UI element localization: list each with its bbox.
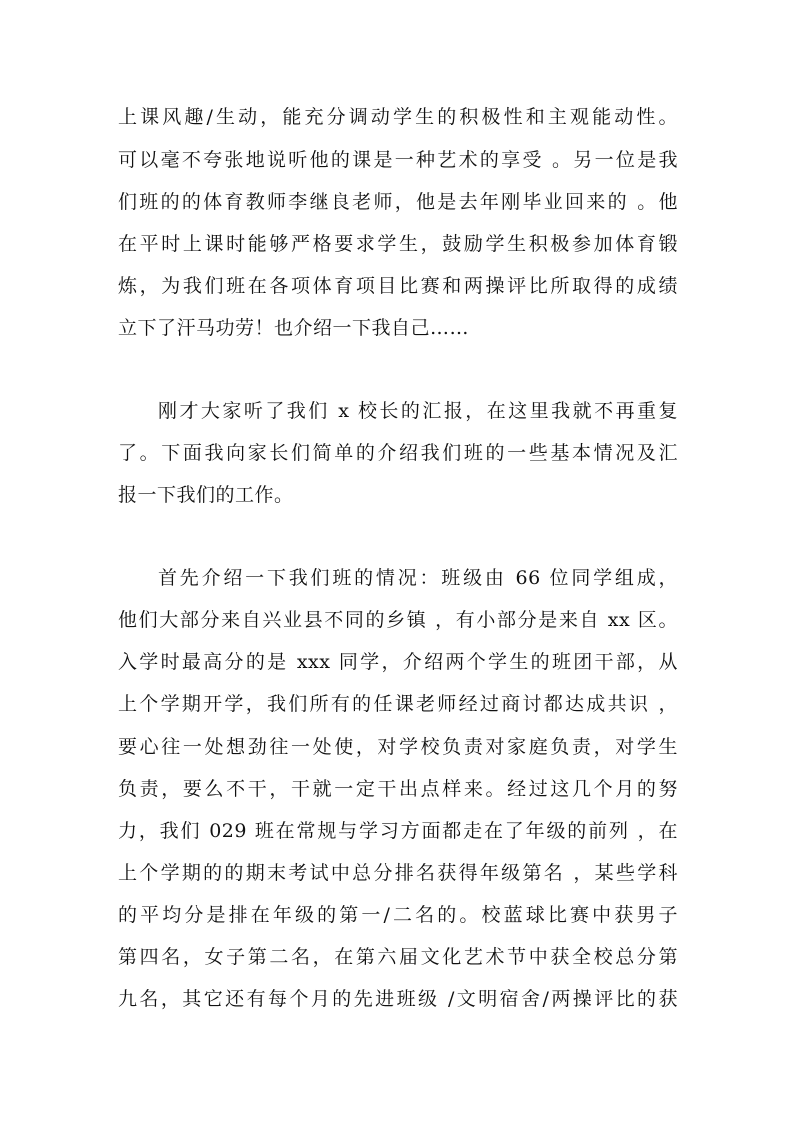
text-line: 第四名，女子第二名，在第六届文化艺术节中获全校总分第 bbox=[118, 946, 678, 968]
text-line: 们班的的体育教师李继良老师，他是去年刚毕业回来的 。他 bbox=[118, 191, 678, 213]
text-line: 的平均分是排在年级的第一/二名的。校蓝球比赛中获男子 bbox=[118, 904, 678, 926]
text-line: 要心往一处想劲往一处使，对学校负责对家庭负责，对学生 bbox=[118, 736, 678, 758]
text-line: 上个学期开学，我们所有的任课老师经过商讨都达成共识 ， bbox=[118, 693, 678, 715]
text-line: 在平时上课时能够严格要求学生，鼓励学生积极参加体育锻 bbox=[118, 233, 678, 255]
text-line: 可以毫不夸张地说听他的课是一种艺术的享受 。另一位是我 bbox=[118, 149, 678, 171]
text-line: 上课风趣/生动，能充分调动学生的积极性和主观能动性。 bbox=[118, 106, 678, 128]
text-line: 了。下面我向家长们简单的介绍我们班的一些基本情况及汇 bbox=[118, 442, 678, 464]
text-line: 刚才大家听了我们 x 校长的汇报，在这里我就不再重复 bbox=[158, 400, 678, 422]
text-line: 他们大部分来自兴业县不同的乡镇 ，有小部分是来自 xx 区。 bbox=[118, 609, 678, 631]
text-line: 入学时最高分的是 xxx 同学，介绍两个学生的班团干部，从 bbox=[118, 651, 678, 673]
text-line: 九名，其它还有每个月的先进班级 /文明宿舍/两操评比的获 bbox=[118, 988, 678, 1010]
text-line: 报一下我们的工作。 bbox=[118, 484, 294, 506]
text-line: 负责，要么不干，干就一定干出点样来。经过这几个月的努 bbox=[118, 778, 678, 800]
text-line: 炼，为我们班在各项体育项目比赛和两操评比所取得的成绩 bbox=[118, 275, 678, 297]
text-line: 立下了汗马功劳！也介绍一下我自己…… bbox=[118, 317, 470, 339]
text-line: 上个学期的的期末考试中总分排名获得年级第名 ，某些学科 bbox=[118, 862, 678, 884]
text-line: 首先介绍一下我们班的情况：班级由 66 位同学组成， bbox=[158, 567, 678, 589]
text-line: 力，我们 029 班在常规与学习方面都走在了年级的前列 ，在 bbox=[118, 820, 678, 842]
